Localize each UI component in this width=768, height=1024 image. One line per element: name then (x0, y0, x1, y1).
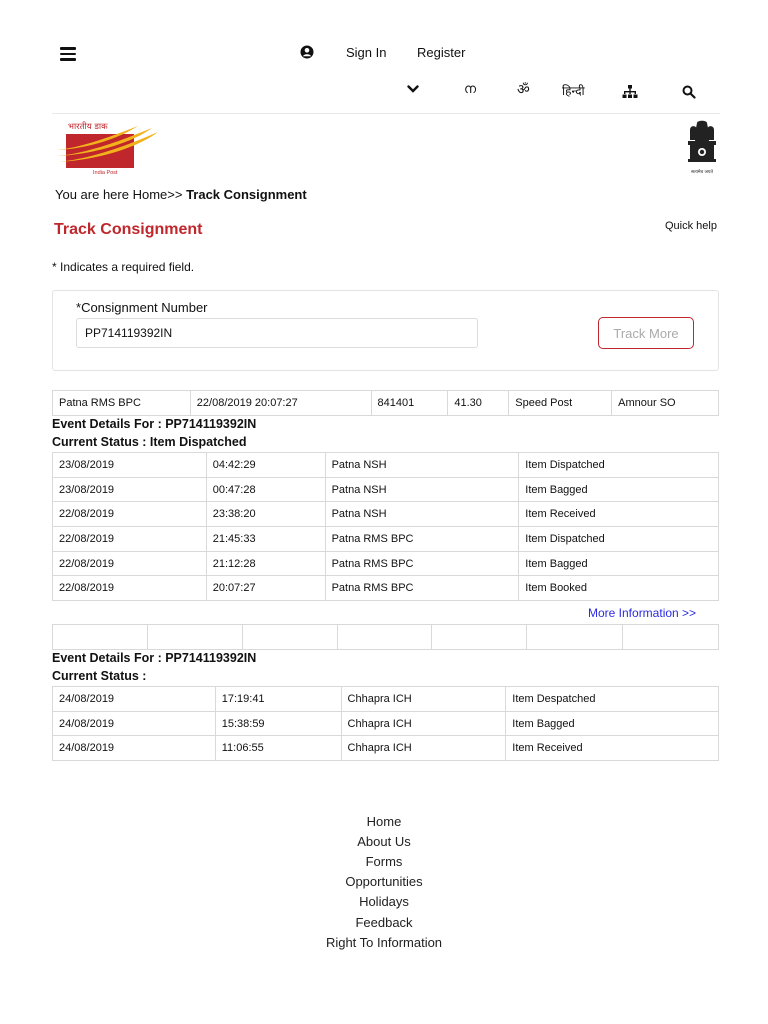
table-row (53, 453, 719, 478)
event-status: Item Received (506, 736, 719, 761)
register-link[interactable]: Register (417, 45, 466, 60)
page-title: Track Consignment (54, 221, 203, 238)
event-time: 15:38:59 (215, 711, 341, 736)
event-office: Patna RMS BPC (325, 551, 519, 576)
current-status-heading: Current Status : Item Dispatched (52, 435, 247, 449)
event-date: 23/08/2019 (53, 453, 207, 478)
label-required-marker: * (76, 300, 82, 315)
table-row (53, 551, 719, 576)
event-time: 04:42:29 (206, 453, 325, 478)
event-date: 24/08/2019 (53, 687, 216, 712)
event-date: 23/08/2019 (53, 477, 207, 502)
event-office: Patna RMS BPC (325, 576, 519, 601)
footer-link-home[interactable]: Home (366, 814, 402, 829)
event-details-heading-2: Event Details For : PP714119392IN (52, 651, 257, 665)
event-status: Item Dispatched (519, 453, 719, 478)
india-post-logo[interactable] (52, 120, 160, 176)
table-row (53, 736, 719, 761)
empty-cell (527, 625, 623, 650)
event-time: 17:19:41 (215, 687, 341, 712)
consignment-number-input[interactable] (76, 318, 478, 348)
breadcrumb (55, 187, 307, 202)
emblem-caption: सत्यमेव जयते (690, 170, 714, 175)
event-status: Item Bagged (506, 711, 719, 736)
event-time: 21:45:33 (206, 527, 325, 552)
consignment-number-label (76, 300, 208, 315)
footer-link-about-us[interactable]: About Us (357, 834, 411, 849)
required-marker: * (52, 260, 57, 274)
event-status: Item Despatched (506, 687, 719, 712)
event-details-heading: Event Details For : PP714119392IN (52, 417, 257, 431)
chevron-down-icon[interactable] (406, 82, 420, 96)
event-office: Patna RMS BPC (325, 527, 519, 552)
table-row (53, 711, 719, 736)
booking-datetime: 22/08/2019 20:07:27 (190, 391, 371, 416)
national-emblem (684, 120, 720, 176)
event-time: 11:06:55 (215, 736, 341, 761)
empty-cell (147, 625, 242, 650)
event-status: Item Dispatched (519, 527, 719, 552)
event-table-2 (52, 686, 719, 761)
empty-cell (242, 625, 337, 650)
hindi-language-link[interactable]: हिन्दी (562, 84, 585, 98)
required-field-note (52, 260, 194, 274)
event-date: 22/08/2019 (53, 527, 207, 552)
booking-destination: Amnour SO (612, 391, 719, 416)
booking-office: Patna RMS BPC (53, 391, 191, 416)
event-status: Item Bagged (519, 551, 719, 576)
event-status: Item Received (519, 502, 719, 527)
event-office: Patna NSH (325, 453, 519, 478)
booking-details-table (52, 390, 719, 416)
breadcrumb-current: Track Consignment (186, 187, 307, 202)
menu-icon[interactable] (60, 47, 76, 61)
booking-tariff: 41.30 (448, 391, 509, 416)
booking-article-type: Speed Post (509, 391, 612, 416)
event-office: Chhapra ICH (341, 687, 506, 712)
event-office: Chhapra ICH (341, 711, 506, 736)
event-time: 23:38:20 (206, 502, 325, 527)
font-size-icon[interactable]: ന (464, 82, 477, 97)
brand-bottom-text: India Post (93, 170, 118, 176)
table-row (53, 477, 719, 502)
event-date: 24/08/2019 (53, 736, 216, 761)
event-office: Chhapra ICH (341, 736, 506, 761)
current-status-heading-2: Current Status : (52, 669, 147, 683)
empty-details-table (52, 624, 719, 650)
event-office: Patna NSH (325, 502, 519, 527)
sign-in-link[interactable]: Sign In (346, 45, 387, 60)
footer-link-opportunities[interactable]: Opportunities (345, 874, 423, 889)
event-date: 22/08/2019 (53, 502, 207, 527)
search-icon[interactable] (682, 85, 696, 99)
empty-cell (53, 625, 148, 650)
quick-help-link[interactable]: Quick help (665, 220, 717, 232)
event-office: Patna NSH (325, 477, 519, 502)
event-date: 22/08/2019 (53, 576, 207, 601)
empty-row (53, 625, 719, 650)
event-time: 21:12:28 (206, 551, 325, 576)
event-time: 20:07:27 (206, 576, 325, 601)
booking-row (53, 391, 719, 416)
event-date: 24/08/2019 (53, 711, 216, 736)
footer-link-holidays[interactable]: Holidays (359, 894, 409, 909)
footer-link-forms[interactable]: Forms (365, 854, 403, 869)
table-row (53, 502, 719, 527)
table-row (53, 576, 719, 601)
table-row (53, 687, 719, 712)
required-note-text: Indicates a required field. (60, 260, 195, 274)
event-status: Item Booked (519, 576, 719, 601)
event-status: Item Bagged (519, 477, 719, 502)
booking-pincode: 841401 (371, 391, 448, 416)
user-icon[interactable] (300, 45, 314, 59)
track-more-button[interactable]: Track More (598, 317, 694, 349)
empty-cell (432, 625, 527, 650)
breadcrumb-prefix: You are here Home>> (55, 187, 187, 202)
empty-cell (623, 625, 719, 650)
event-date: 22/08/2019 (53, 551, 207, 576)
header-divider (52, 113, 720, 114)
om-icon[interactable]: ॐ (517, 82, 530, 98)
more-information-link[interactable]: More Information >> (588, 606, 697, 620)
consignment-label-text: Consignment Number (81, 300, 208, 315)
footer-link-feedback[interactable]: Feedback (355, 915, 413, 930)
event-time: 00:47:28 (206, 477, 325, 502)
event-table (52, 452, 719, 601)
table-row (53, 527, 719, 552)
footer-link-rti[interactable]: Right To Information (325, 935, 443, 950)
brand-top-text: भारतीय डाक (68, 122, 108, 132)
empty-cell (337, 625, 432, 650)
sitemap-icon[interactable] (622, 85, 638, 99)
